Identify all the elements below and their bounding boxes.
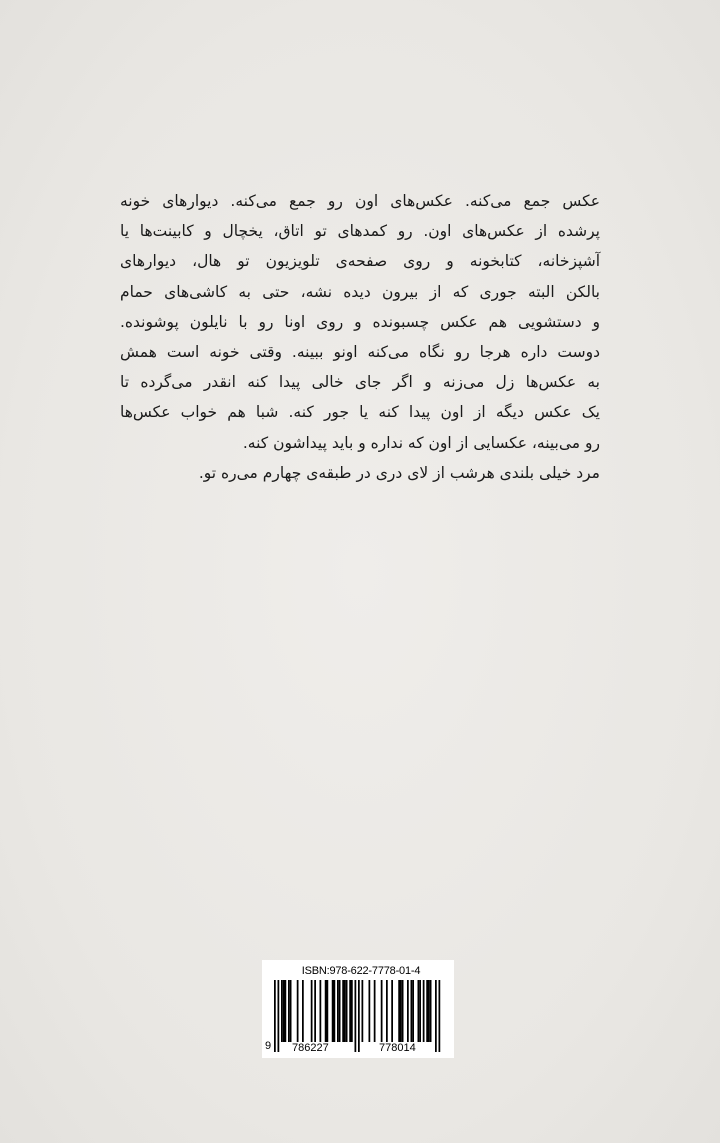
- barcode-bar: [349, 980, 351, 1042]
- barcode-bar: [314, 980, 316, 1042]
- isbn-label: ISBN:978-622-7778-01-4: [301, 965, 421, 977]
- blurb-line: و دستشویی هم عکس چسبونده و روی اونا رو با نایلون پوشونده.: [120, 312, 600, 331]
- blurb-line: عکس جمع می‌کنه. عکس‌های اون رو جمع می‌کنه. دیوارهای خونه: [120, 192, 600, 210]
- barcode-bar: [402, 980, 404, 1042]
- barcode-bar: [439, 980, 441, 1052]
- barcode-bar: [374, 980, 376, 1042]
- barcode-bar: [283, 980, 285, 1042]
- barcode-bar: [411, 980, 413, 1042]
- barcode-bar: [426, 980, 428, 1042]
- barcode-bar: [339, 980, 341, 1042]
- barcode-bar: [342, 980, 344, 1042]
- blurb-line: مرد خیلی بلندی هرشب از لای دری در طبقه‌ی چهارم می‌ره تو.: [198, 463, 600, 482]
- barcode-bar: [320, 980, 322, 1042]
- barcode-bar: [337, 980, 339, 1042]
- barcode-bar: [311, 980, 313, 1042]
- barcode-bar: [288, 980, 290, 1042]
- barcode-bar: [290, 980, 292, 1042]
- barcode-bar: [351, 980, 353, 1042]
- barcode-bar: [334, 980, 336, 1042]
- blurb-line: بالکن البته جوری که از بیرون دیده نشه، حتی به کاشی‌های حمام: [120, 282, 600, 301]
- barcode-bar: [355, 980, 357, 1052]
- barcode-bar: [369, 980, 371, 1042]
- barcode-bar: [418, 980, 420, 1042]
- barcode-bar: [391, 980, 393, 1042]
- barcode-digits-right: 778014: [375, 1042, 420, 1054]
- barcode-bar: [325, 980, 327, 1042]
- barcode-bar: [362, 980, 364, 1042]
- blurb-text: [120, 186, 600, 488]
- barcode-bar: [419, 980, 421, 1042]
- barcode-bar: [407, 980, 409, 1042]
- blurb-line: به عکس‌ها زل می‌زنه و اگر جای خالی پیدا کنه انقدر می‌گرده تا: [120, 373, 600, 392]
- barcode-bar: [274, 980, 276, 1052]
- barcode-bar: [302, 980, 304, 1042]
- barcode-bar: [332, 980, 334, 1042]
- blurb-line: دوست داره هرجا رو نگاه می‌کنه اونو ببینه. وقتی خونه است همش: [120, 343, 600, 362]
- barcode-bar: [344, 980, 346, 1042]
- barcode-bar: [400, 980, 402, 1042]
- barcode-bar: [386, 980, 388, 1042]
- barcode-bar: [381, 980, 383, 1042]
- blurb-line: پرشده از عکس‌های اون. رو کمدهای تو اتاق، یخچال و کابینت‌ها یا: [120, 222, 600, 241]
- isbn-barcode: [262, 960, 454, 1058]
- barcode-bar: [428, 980, 430, 1042]
- barcode-digit-lead: 9: [265, 1040, 272, 1052]
- barcode-bar: [430, 980, 432, 1042]
- barcode-bar: [297, 980, 299, 1042]
- barcode-bar: [398, 980, 400, 1042]
- barcode-bar: [278, 980, 280, 1052]
- blurb-line: یک عکس دیگه از اون پیدا کنه یا جور کنه. شبا هم خواب عکس‌ها: [120, 403, 600, 422]
- barcode-bar: [281, 980, 283, 1042]
- barcode-digits-left: 786227: [288, 1042, 333, 1054]
- barcode-bar: [346, 980, 348, 1042]
- barcode-bar: [412, 980, 414, 1042]
- barcode-bar: [358, 980, 360, 1052]
- blurb-line: آشپزخانه، کتابخونه و روی صفحه‌ی تلویزیون تو هال، دیوارهای: [120, 252, 600, 271]
- barcode-bar: [423, 980, 425, 1042]
- barcode-bar: [285, 980, 287, 1042]
- barcode-bar: [327, 980, 329, 1042]
- blurb-line: رو می‌بینه، عکسایی از اون که نداره و باید پیداشون کنه.: [242, 433, 600, 452]
- barcode-bar: [435, 980, 437, 1052]
